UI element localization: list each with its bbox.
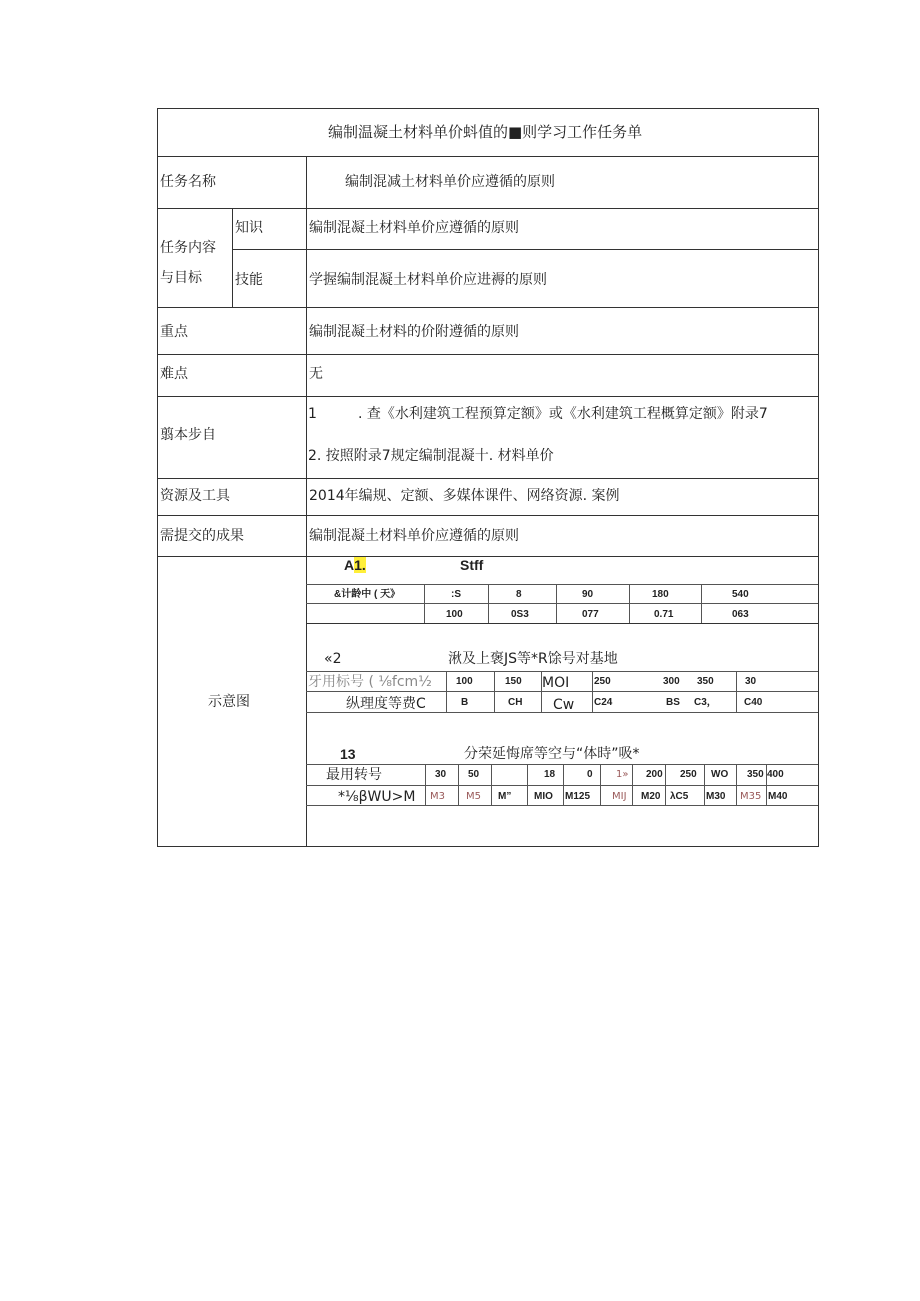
table2-cell: C40 — [744, 697, 763, 708]
skill-value: 学握编制混凝土材料单价应进褥的原则 — [309, 272, 547, 288]
difficulty-value: 无 — [309, 366, 323, 382]
table2-cell: 30 — [745, 676, 757, 687]
table3-cell: M35 — [740, 791, 762, 802]
resources-value: 2014年编规、定额、多媒体课件、网络资源. 案例 — [309, 488, 620, 504]
table3-cell: 18 — [544, 769, 556, 780]
step1-text: . 查《水利建筑工程预算定额》或《水利建筑工程概算定额》附录7 — [358, 406, 768, 422]
key-point-value: 编制混凝土材料的价附遵循的原则 — [309, 324, 519, 340]
table3-cell: M20 — [641, 791, 661, 802]
table1-cell: 077 — [582, 609, 599, 620]
table2-cell: BS — [666, 697, 680, 708]
table3-cell: M40 — [768, 791, 788, 802]
table2-title: 湫及上褒JS等*R馀号对基地 — [448, 651, 618, 667]
table1-row1-label: &计龄中 ( 天》 — [334, 589, 401, 600]
table1-caption: A1. — [344, 557, 366, 573]
table2-cell: 300 — [663, 676, 680, 687]
table1-cell: 0.71 — [654, 609, 674, 620]
table1-cell: 90 — [582, 589, 594, 600]
table2-cell: 150 — [505, 676, 522, 687]
table2-row2-label: 纵理度等费C — [346, 696, 426, 712]
table3-title: 分荣延悔席等空与“体時”吸* — [464, 746, 640, 762]
table3-row1-label: 最用转号 — [326, 767, 382, 783]
table3-cell: 30 — [435, 769, 447, 780]
table3-cell: WO — [711, 769, 729, 780]
steps-label: 翦本步自 — [160, 427, 216, 443]
table3-cell: MIJ — [612, 791, 627, 802]
knowledge-label: 知识 — [235, 220, 263, 236]
skill-label: 技能 — [235, 272, 263, 288]
resources-label: 资源及工具 — [160, 488, 230, 504]
table1-cell: 0S3 — [511, 609, 529, 620]
page-title: 编制温凝土材料单价蚪值的■则学习工作任务单 — [328, 123, 643, 141]
table2-cell: 250 — [594, 676, 611, 687]
table3-cell: MIO — [534, 791, 553, 802]
key-point-label: 重点 — [160, 324, 188, 340]
deliverable-value: 编制混凝土材料单价应遵循的原则 — [309, 528, 519, 544]
diagram-label: 示意图 — [208, 694, 250, 710]
table2-cell: 100 — [456, 676, 473, 687]
table3-cell: M125 — [565, 791, 591, 802]
table3-cell: M3 — [430, 791, 445, 802]
table3-cell: 400 — [767, 769, 784, 780]
table2-cell: CH — [508, 697, 523, 708]
table2-cell: C24 — [594, 697, 613, 708]
table2-row1-label: 牙用标号 ( ⅛fcm½ — [308, 674, 432, 690]
table3-cell: 250 — [680, 769, 697, 780]
table1-cell: 063 — [732, 609, 749, 620]
table2-cell: B — [461, 697, 469, 708]
knowledge-value: 编制混凝土材料单价应遵循的原则 — [309, 220, 519, 236]
table1-cell: 8 — [516, 589, 522, 600]
table2-cell: Cw — [553, 697, 575, 713]
table3-cell: 1» — [616, 769, 629, 780]
table3-cell: 0 — [587, 769, 593, 780]
deliverable-label: 需提交的成果 — [160, 528, 244, 544]
task-name-value: 编制混减土材料单价应遵循的原则 — [345, 174, 555, 190]
table1-cell: 540 — [732, 589, 749, 600]
table2-cell: MOI — [542, 675, 570, 691]
table3-cell: 50 — [468, 769, 480, 780]
table3-cell: M30 — [706, 791, 726, 802]
task-sheet-table — [157, 108, 819, 847]
table1-title: Stff — [460, 557, 484, 573]
table3-caption-number: 13 — [340, 746, 356, 762]
task-name-label: 任务名称 — [160, 174, 216, 190]
content-label-line1: 任务内容 — [160, 240, 216, 256]
table3-cell: 200 — [646, 769, 663, 780]
table2-cell: 350 — [697, 676, 714, 687]
table2-caption-number: «2 — [324, 651, 342, 667]
table3-cell: M” — [498, 791, 512, 802]
content-label-line2: 与目标 — [160, 270, 202, 286]
step2-text: 2. 按照附录7规定编制混凝十. 材料单价 — [308, 448, 554, 464]
table3-cell: λC5 — [670, 791, 689, 802]
table3-row2-label: *⅛βWU>M — [338, 789, 416, 805]
step1-number: 1 — [308, 406, 317, 422]
table1-cell: :S — [451, 589, 461, 600]
table1-cell: 100 — [446, 609, 463, 620]
table3-cell: M5 — [466, 791, 481, 802]
table1-cell: 180 — [652, 589, 669, 600]
difficulty-label: 难点 — [160, 366, 188, 382]
table3-cell: 350 — [747, 769, 764, 780]
table2-cell: C3， — [694, 697, 717, 708]
